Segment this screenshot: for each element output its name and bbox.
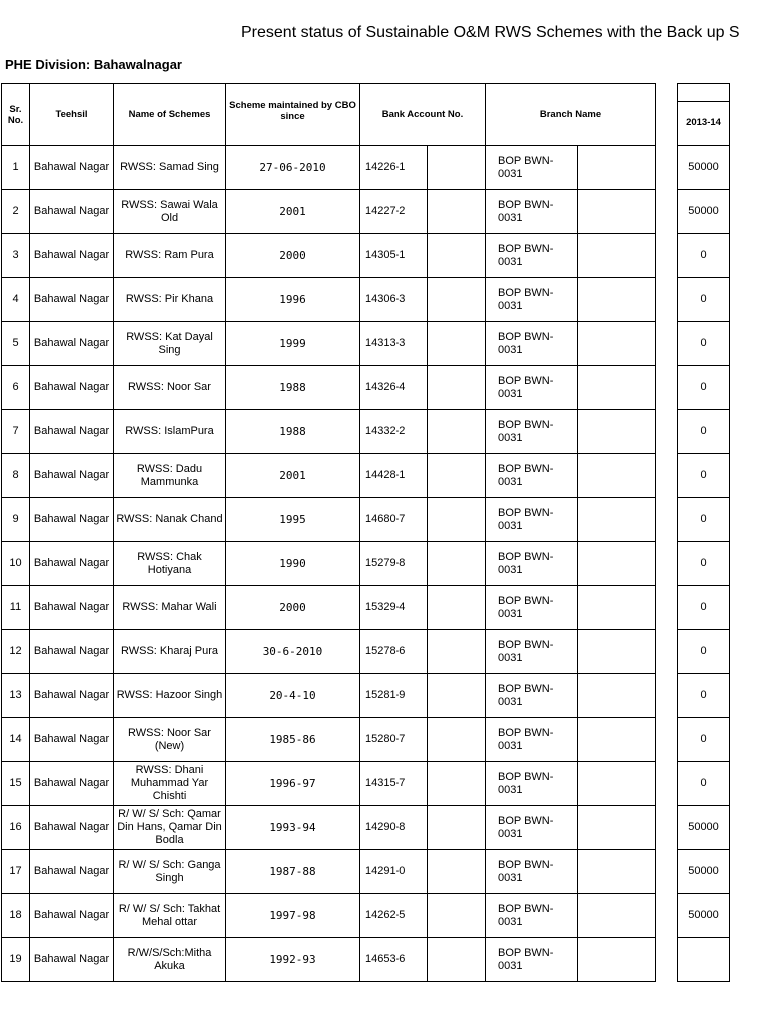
bank-account-cell: 14306-3 — [360, 278, 428, 322]
maintained-since-cell: 1993-94 — [226, 806, 360, 850]
amount-cell: 0 — [678, 322, 730, 366]
empty-cell — [578, 410, 656, 454]
empty-cell — [428, 938, 486, 982]
scheme-name-cell: RWSS: Ram Pura — [114, 234, 226, 278]
bank-account-cell: 14332-2 — [360, 410, 428, 454]
sr-no-cell: 10 — [2, 542, 30, 586]
empty-cell — [578, 894, 656, 938]
maintained-since-cell: 1985-86 — [226, 718, 360, 762]
header-scheme-name: Name of Schemes — [114, 84, 226, 146]
amount-cell: 0 — [678, 542, 730, 586]
branch-cell: BOP BWN-0031 — [486, 498, 578, 542]
scheme-name-cell: RWSS: Noor Sar — [114, 366, 226, 410]
empty-cell — [428, 674, 486, 718]
header-bank-account: Bank Account No. — [360, 84, 486, 146]
branch-cell: BOP BWN-0031 — [486, 806, 578, 850]
teehsil-cell: Bahawal Nagar — [30, 278, 114, 322]
maintained-since-cell: 20-4-10 — [226, 674, 360, 718]
scheme-name-cell: RWSS: Dadu Mammunka — [114, 454, 226, 498]
scheme-name-cell: RWSS: Chak Hotiyana — [114, 542, 226, 586]
scheme-name-cell: RWSS: Mahar Wali — [114, 586, 226, 630]
empty-cell — [578, 322, 656, 366]
empty-cell — [578, 498, 656, 542]
header-row — [2, 84, 730, 146]
bank-account-cell: 15279-8 — [360, 542, 428, 586]
branch-cell: BOP BWN-0031 — [486, 322, 578, 366]
bank-account-cell: 14680-7 — [360, 498, 428, 542]
sr-no-cell: 6 — [2, 366, 30, 410]
sr-no-cell: 18 — [2, 894, 30, 938]
maintained-since-cell: 1999 — [226, 322, 360, 366]
bank-account-cell: 14305-1 — [360, 234, 428, 278]
scheme-name-cell: RWSS: Dhani Muhammad Yar Chishti — [114, 762, 226, 806]
branch-cell: BOP BWN-0031 — [486, 410, 578, 454]
sr-no-cell: 17 — [2, 850, 30, 894]
empty-cell — [578, 630, 656, 674]
table-row — [2, 190, 730, 234]
teehsil-cell: Bahawal Nagar — [30, 718, 114, 762]
table-row — [2, 894, 730, 938]
branch-cell: BOP BWN-0031 — [486, 630, 578, 674]
bank-account-cell: 14291-0 — [360, 850, 428, 894]
empty-cell — [578, 146, 656, 190]
amount-cell: 0 — [678, 410, 730, 454]
scheme-name-cell: R/ W/ S/ Sch: Takhat Mehal ottar — [114, 894, 226, 938]
sr-no-cell: 8 — [2, 454, 30, 498]
teehsil-cell: Bahawal Nagar — [30, 586, 114, 630]
empty-cell — [578, 674, 656, 718]
teehsil-cell: Bahawal Nagar — [30, 190, 114, 234]
bank-account-cell: 15281-9 — [360, 674, 428, 718]
scheme-name-cell: RWSS: Noor Sar (New) — [114, 718, 226, 762]
empty-cell — [578, 718, 656, 762]
table-row — [2, 674, 730, 718]
empty-cell — [428, 454, 486, 498]
teehsil-cell: Bahawal Nagar — [30, 366, 114, 410]
sr-no-cell: 9 — [2, 498, 30, 542]
bank-account-cell: 14653-6 — [360, 938, 428, 982]
table-row — [2, 718, 730, 762]
maintained-since-cell: 1996-97 — [226, 762, 360, 806]
amount-cell: 50000 — [678, 806, 730, 850]
teehsil-cell: Bahawal Nagar — [30, 146, 114, 190]
table-row — [2, 366, 730, 410]
scheme-name-cell: R/ W/ S/ Sch: Qamar Din Hans, Qamar Din Bodla — [114, 806, 226, 850]
amount-cell: 0 — [678, 586, 730, 630]
table-row — [2, 278, 730, 322]
maintained-since-cell: 30-6-2010 — [226, 630, 360, 674]
empty-cell — [428, 894, 486, 938]
teehsil-cell: Bahawal Nagar — [30, 938, 114, 982]
sr-no-cell: 3 — [2, 234, 30, 278]
header-teehsil: Teehsil — [30, 84, 114, 146]
maintained-since-cell: 1990 — [226, 542, 360, 586]
empty-cell — [428, 762, 486, 806]
maintained-since-cell: 2000 — [226, 234, 360, 278]
scheme-name-cell: RWSS: Nanak Chand — [114, 498, 226, 542]
maintained-since-cell: 1987-88 — [226, 850, 360, 894]
empty-cell — [428, 542, 486, 586]
table-row — [2, 454, 730, 498]
header-sr-no: Sr. No. — [2, 84, 30, 146]
teehsil-cell: Bahawal Nagar — [30, 498, 114, 542]
empty-cell — [578, 234, 656, 278]
branch-cell: BOP BWN-0031 — [486, 278, 578, 322]
sr-no-cell: 19 — [2, 938, 30, 982]
amount-cell: 0 — [678, 454, 730, 498]
teehsil-cell: Bahawal Nagar — [30, 542, 114, 586]
branch-cell: BOP BWN-0031 — [486, 894, 578, 938]
teehsil-cell: Bahawal Nagar — [30, 322, 114, 366]
teehsil-cell: Bahawal Nagar — [30, 806, 114, 850]
bank-account-cell: 14326-4 — [360, 366, 428, 410]
table-row — [2, 630, 730, 674]
header-branch: Branch Name — [486, 84, 656, 146]
amount-cell: 0 — [678, 674, 730, 718]
empty-cell — [428, 410, 486, 454]
empty-cell — [428, 366, 486, 410]
branch-cell: BOP BWN-0031 — [486, 190, 578, 234]
branch-cell: BOP BWN-0031 — [486, 938, 578, 982]
sr-no-cell: 14 — [2, 718, 30, 762]
bank-account-cell: 14315-7 — [360, 762, 428, 806]
amount-cell: 50000 — [678, 190, 730, 234]
empty-cell — [428, 322, 486, 366]
maintained-since-cell: 2001 — [226, 454, 360, 498]
table-row — [2, 410, 730, 454]
table-row — [2, 586, 730, 630]
amount-cell: 50000 — [678, 894, 730, 938]
sr-no-cell: 15 — [2, 762, 30, 806]
table-row — [2, 850, 730, 894]
table-row — [2, 542, 730, 586]
scheme-name-cell: RWSS: Sawai Wala Old — [114, 190, 226, 234]
branch-cell: BOP BWN-0031 — [486, 542, 578, 586]
amount-cell: 50000 — [678, 146, 730, 190]
empty-cell — [428, 498, 486, 542]
table-row — [2, 234, 730, 278]
sheet-title: Present status of Sustainable O&M RWS Schemes with the Back up S — [241, 24, 740, 41]
maintained-since-cell: 1988 — [226, 410, 360, 454]
bank-account-cell: 15278-6 — [360, 630, 428, 674]
maintained-since-cell: 1995 — [226, 498, 360, 542]
schemes-table — [1, 83, 730, 982]
empty-cell — [428, 850, 486, 894]
amount-cell: 0 — [678, 366, 730, 410]
bank-account-cell: 14428-1 — [360, 454, 428, 498]
amount-cell: 0 — [678, 234, 730, 278]
table-row — [2, 146, 730, 190]
branch-cell: BOP BWN-0031 — [486, 454, 578, 498]
branch-cell: BOP BWN-0031 — [486, 718, 578, 762]
teehsil-cell: Bahawal Nagar — [30, 674, 114, 718]
empty-cell — [428, 806, 486, 850]
teehsil-cell: Bahawal Nagar — [30, 410, 114, 454]
sr-no-cell: 13 — [2, 674, 30, 718]
empty-cell — [578, 938, 656, 982]
empty-cell — [578, 850, 656, 894]
maintained-since-cell: 1996 — [226, 278, 360, 322]
bank-account-cell: 14227-2 — [360, 190, 428, 234]
sr-no-cell: 16 — [2, 806, 30, 850]
header-maintained-since: Scheme maintained by CBO since — [226, 84, 360, 146]
maintained-since-cell: 1997-98 — [226, 894, 360, 938]
branch-cell: BOP BWN-0031 — [486, 234, 578, 278]
empty-cell — [428, 146, 486, 190]
amount-cell: 0 — [678, 498, 730, 542]
branch-cell: BOP BWN-0031 — [486, 366, 578, 410]
sr-no-cell: 4 — [2, 278, 30, 322]
amount-cell: 0 — [678, 278, 730, 322]
amount-cell: 0 — [678, 762, 730, 806]
empty-cell — [428, 234, 486, 278]
scheme-name-cell: RWSS: Pir Khana — [114, 278, 226, 322]
scheme-name-cell: RWSS: Samad Sing — [114, 146, 226, 190]
empty-cell — [428, 278, 486, 322]
division-label: PHE Division: Bahawalnagar — [5, 57, 182, 72]
table-row — [2, 938, 730, 982]
branch-cell: BOP BWN-0031 — [486, 850, 578, 894]
sr-no-cell: 12 — [2, 630, 30, 674]
table-row — [2, 806, 730, 850]
bank-account-cell: 14262-5 — [360, 894, 428, 938]
amount-cell: 50000 — [678, 850, 730, 894]
empty-cell — [578, 762, 656, 806]
maintained-since-cell: 1992-93 — [226, 938, 360, 982]
branch-cell: BOP BWN-0031 — [486, 146, 578, 190]
teehsil-cell: Bahawal Nagar — [30, 454, 114, 498]
teehsil-cell: Bahawal Nagar — [30, 762, 114, 806]
sr-no-cell: 1 — [2, 146, 30, 190]
sr-no-cell: 7 — [2, 410, 30, 454]
table-row — [2, 498, 730, 542]
table-row — [2, 322, 730, 366]
empty-cell — [578, 586, 656, 630]
teehsil-cell: Bahawal Nagar — [30, 630, 114, 674]
header-year — [678, 84, 730, 146]
scheme-name-cell: RWSS: Kharaj Pura — [114, 630, 226, 674]
maintained-since-cell: 2000 — [226, 586, 360, 630]
table-row — [2, 762, 730, 806]
maintained-since-cell: 1988 — [226, 366, 360, 410]
bank-account-cell: 15280-7 — [360, 718, 428, 762]
branch-cell: BOP BWN-0031 — [486, 674, 578, 718]
empty-cell — [578, 454, 656, 498]
empty-cell — [578, 806, 656, 850]
bank-account-cell: 14226-1 — [360, 146, 428, 190]
empty-cell — [428, 190, 486, 234]
scheme-name-cell: R/W/S/Sch:Mitha Akuka — [114, 938, 226, 982]
empty-cell — [428, 586, 486, 630]
empty-cell — [428, 630, 486, 674]
table-body — [2, 146, 730, 982]
branch-cell: BOP BWN-0031 — [486, 586, 578, 630]
empty-cell — [428, 718, 486, 762]
empty-cell — [578, 278, 656, 322]
teehsil-cell: Bahawal Nagar — [30, 894, 114, 938]
empty-cell — [578, 366, 656, 410]
amount-cell — [678, 938, 730, 982]
teehsil-cell: Bahawal Nagar — [30, 234, 114, 278]
maintained-since-cell: 27-06-2010 — [226, 146, 360, 190]
empty-cell — [578, 542, 656, 586]
bank-account-cell: 14290-8 — [360, 806, 428, 850]
sr-no-cell: 5 — [2, 322, 30, 366]
scheme-name-cell: RWSS: IslamPura — [114, 410, 226, 454]
sr-no-cell: 2 — [2, 190, 30, 234]
scheme-name-cell: RWSS: Kat Dayal Sing — [114, 322, 226, 366]
empty-cell — [578, 190, 656, 234]
branch-cell: BOP BWN-0031 — [486, 762, 578, 806]
scheme-name-cell: RWSS: Hazoor Singh — [114, 674, 226, 718]
amount-cell: 0 — [678, 718, 730, 762]
amount-cell: 0 — [678, 630, 730, 674]
bank-account-cell: 15329-4 — [360, 586, 428, 630]
maintained-since-cell: 2001 — [226, 190, 360, 234]
teehsil-cell: Bahawal Nagar — [30, 850, 114, 894]
scheme-name-cell: R/ W/ S/ Sch: Ganga Singh — [114, 850, 226, 894]
bank-account-cell: 14313-3 — [360, 322, 428, 366]
year-label: 2013-14 — [686, 117, 721, 128]
sr-no-cell: 11 — [2, 586, 30, 630]
